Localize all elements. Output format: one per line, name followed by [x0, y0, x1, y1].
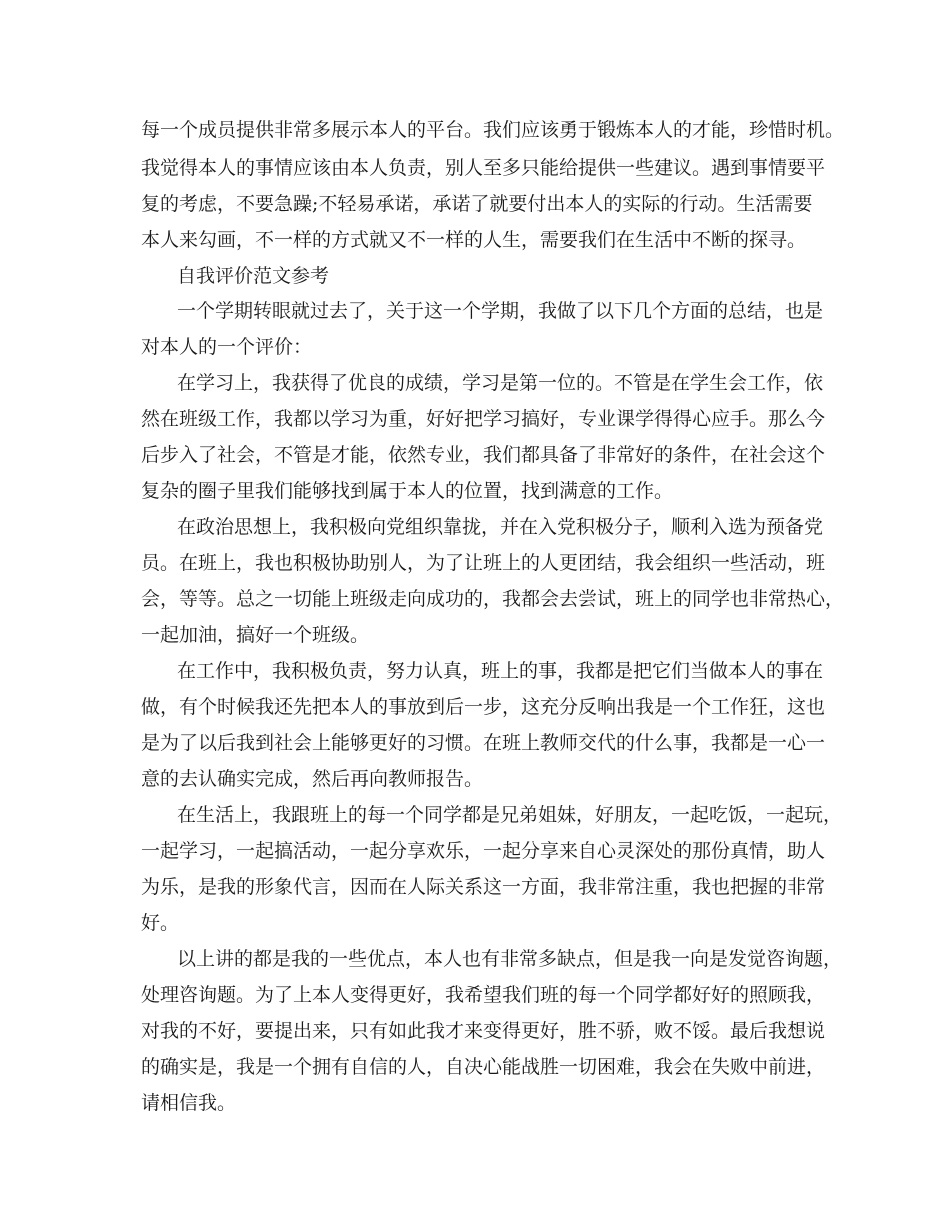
text-line: 意的去认确实完成，然后再向教师报告。 [141, 768, 484, 790]
text-line: 请相信我。 [141, 1092, 237, 1114]
text-line: 本人来勾画，不一样的方式就又不一样的人生，需要我们在生活中不断的探寻。 [141, 229, 807, 251]
text-line: 每一个成员提供非常多展示本人的平台。我们应该勇于锻炼本人的才能，珍惜时机。 [141, 119, 845, 141]
text-line: 一起学习，一起搞活动，一起分享欢乐，一起分享来自心灵深处的那份真情，助人 [141, 840, 826, 862]
paragraph-first-line: 在政治思想上，我积极向党组织靠拢，并在入党积极分子，顺利入选为预备党 [177, 516, 824, 538]
text-line: 后步入了社会，不管是才能，依然专业，我们都具备了非常好的条件，在社会这个 [141, 444, 826, 466]
text-line: 的确实是，我是一个拥有自信的人，自决心能战胜一切困难，我会在失败中前进， [141, 1056, 826, 1078]
text-line: 复杂的圈子里我们能够找到属于本人的位置，找到满意的工作。 [141, 480, 674, 502]
text-line: 我觉得本人的事情应该由本人负责，别人至多只能给提供一些建议。遇到事情要平 [141, 157, 826, 179]
paragraph-first-line: 在生活上，我跟班上的每一个同学都是兄弟姐妹，好朋友，一起吃饭，一起玩， [177, 804, 843, 826]
paragraph-first-line: 一个学期转眼就过去了，关于这一个学期，我做了以下几个方面的总结，也是 [177, 300, 824, 322]
text-line: 是为了以后我到社会上能够更好的习惯。在班上教师交代的什么事，我都是一心一 [141, 732, 826, 754]
paragraph-first-line: 以上讲的都是我的一些优点，本人也有非常多缺点，但是我一向是发觉咨询题， [177, 948, 843, 970]
text-line: 为乐，是我的形象代言，因而在人际关系这一方面，我非常注重，我也把握的非常 [141, 876, 826, 898]
text-line: 会，等等。总之一切能上班级走向成功的，我都会去尝试，班上的同学也非常热心， [141, 588, 845, 610]
text-line: 复的考虑，不要急躁;不轻易承诺，承诺了就要付出本人的实际的行动。生活需要 [141, 193, 813, 215]
paragraph-first-line: 在工作中，我积极负责，努力认真，班上的事，我都是把它们当做本人的事在 [177, 660, 824, 682]
text-line: 好。 [141, 912, 180, 934]
text-line: 然在班级工作，我都以学习为重，好好把学习搞好，专业课学得得心应手。那么今 [141, 408, 826, 430]
text-line: 对本人的一个评价： [141, 336, 313, 358]
text-line: 一起加油，搞好一个班级。 [141, 624, 370, 646]
paragraph-first-line: 在学习上，我获得了优良的成绩，学习是第一位的。不管是在学生会工作，依 [177, 372, 824, 394]
section-heading: 自我评价范文参考 [177, 265, 330, 287]
text-line: 对我的不好，要提出来，只有如此我才来变得更好，胜不骄，败不馁。最后我想说 [141, 1020, 826, 1042]
text-line: 员。在班上，我也积极协助别人，为了让班上的人更团结，我会组织一些活动，班 [141, 552, 826, 574]
text-line: 处理咨询题。为了上本人变得更好，我希望我们班的每一个同学都好好的照顾我， [141, 984, 826, 1006]
text-line: 做，有个时候我还先把本人的事放到后一步，这充分反响出我是一个工作狂，这也 [141, 696, 826, 718]
